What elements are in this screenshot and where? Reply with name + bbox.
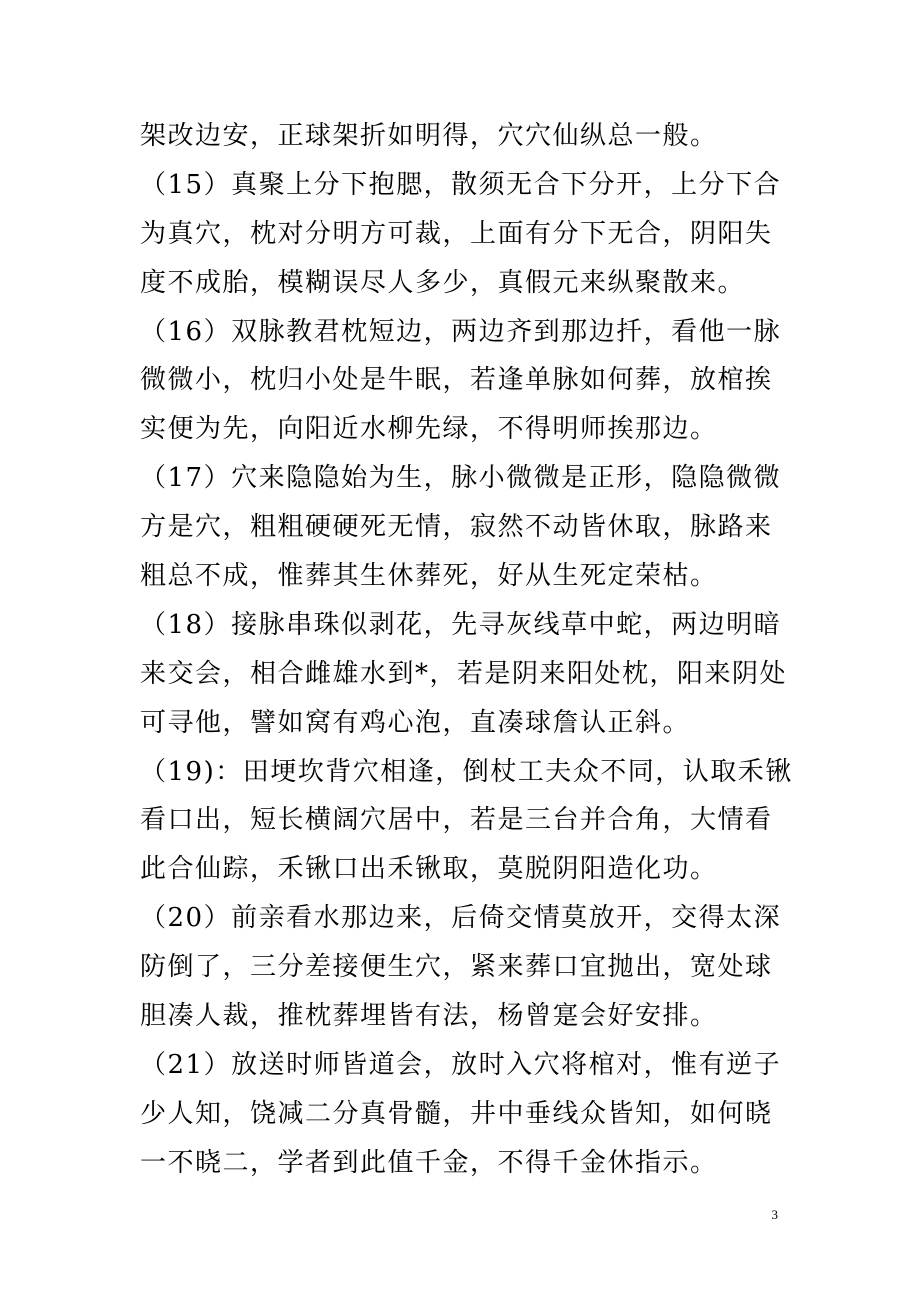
text-line: 胆凑人裁，推枕葬埋皆有法，杨曾寔会好安排。: [140, 1001, 718, 1032]
text-line: （16）双脉教君枕短边，两边齐到那边扦，看他一脉: [140, 316, 782, 347]
text-line: 架改边安，正球架折如明得，穴穴仙纵总一般。: [140, 121, 718, 151]
text-line: （20）前亲看水那边来，后倚交情莫放开，交得太深: [140, 903, 782, 934]
text-line: 防倒了，三分差接便生穴，紧来葬口宜抛出，宽处球: [140, 952, 773, 983]
text-line: 看口出，短长横阔穴居中，若是三台并合角，大情看: [140, 805, 773, 836]
text-line: （18）接脉串珠似剥花，先寻灰线草中蛇，两边明暗: [140, 609, 782, 640]
text-line: 一不晓二，学者到此值千金，不得千金休指示。: [140, 1147, 718, 1178]
text-line: 少人知，饶减二分真骨髓，井中垂线众皆知，如何晓: [140, 1098, 773, 1129]
page-number: 3: [771, 1207, 778, 1222]
text-line: 可寻他，譬如窝有鸡心泡，直凑球詹认正斜。: [140, 707, 691, 738]
body-text: [140, 112, 793, 1188]
text-line: 度不成胎，模糊误尽人多少，真假元来纵聚散来。: [140, 267, 746, 298]
text-line: （17）穴来隐隐始为生，脉小微微是正形，隐隐微微: [140, 463, 782, 494]
text-line: 实便为先，向阳近水柳先绿，不得明师挨那边。: [140, 414, 718, 445]
text-line: （21）放送时师皆道会，放时入穴将棺对，惟有逆子: [140, 1049, 782, 1080]
text-line: 来交会，相合雌雄水到*，若是阴来阳处枕，阳来阴处: [140, 658, 788, 689]
text-line: （15）真聚上分下抱腮，散须无合下分开，上分下合: [140, 169, 782, 200]
text-line: 此合仙踪，禾锹口出禾锹取，莫脱阴阳造化功。: [140, 854, 718, 885]
text-line: 粗总不成，惟葬其生休葬死，好从生死定荣枯。: [140, 561, 718, 592]
text-line: （19)：田埂坎背穴相逢，倒杖工夫众不同，认取禾锹: [140, 756, 793, 787]
text-line: 方是穴，粗粗硬硬死无情，寂然不动皆休取，脉路来: [140, 512, 773, 543]
text-line: 为真穴，枕对分明方可裁，上面有分下无合，阴阳失: [140, 218, 773, 249]
text-line: 微微小，枕归小处是牛眠，若逢单脉如何葬，放棺挨: [140, 365, 773, 396]
